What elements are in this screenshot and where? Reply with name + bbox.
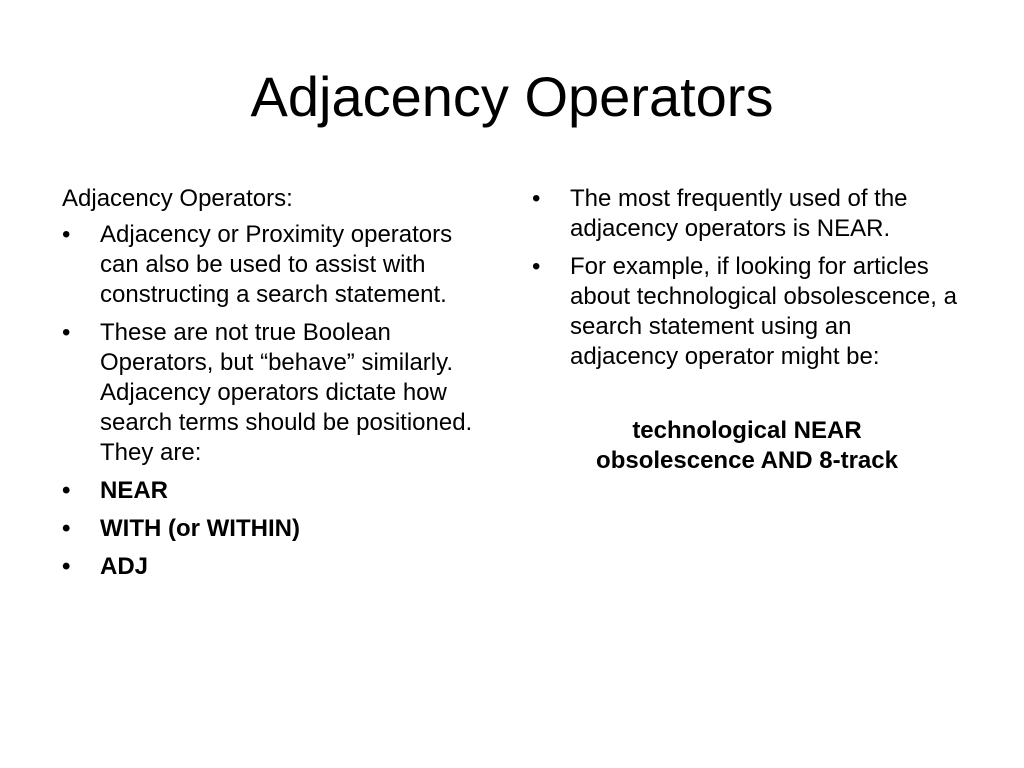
bullet-icon: • <box>62 553 71 580</box>
operator-near: NEAR <box>100 477 169 504</box>
list-item-text: These are not true Boolean Operators, but “behave” similarly. Adjacency operators dictate how search terms should be positioned. They are: <box>100 319 473 466</box>
slide-title: Adjacency Operators <box>250 65 774 128</box>
operator-with: WITH (or WITHIN) <box>100 515 300 542</box>
example-line-1: technological NEAR <box>632 417 862 444</box>
bullet-icon: • <box>62 319 71 346</box>
example-line-2: obsolescence AND 8-track <box>596 447 898 474</box>
operator-adj: ADJ <box>100 553 149 580</box>
bullet-icon: • <box>62 221 71 248</box>
list-item <box>62 552 492 582</box>
bullet-icon: • <box>62 515 71 542</box>
list-item <box>532 252 962 372</box>
list-item-text: The most frequently used of the adjacency operators is NEAR. <box>570 185 908 242</box>
right-bullet-list <box>532 184 962 372</box>
right-column <box>532 184 962 476</box>
list-item <box>62 476 492 506</box>
list-item <box>62 514 492 544</box>
list-item-text: Adjacency or Proximity operators can also be used to assist with constructing a search statement. <box>100 221 453 308</box>
list-item <box>62 220 492 310</box>
left-column-heading: Adjacency Operators: <box>62 185 293 212</box>
bullet-icon: • <box>532 185 541 212</box>
list-item <box>62 318 492 468</box>
bullet-icon: • <box>62 477 71 504</box>
left-column <box>62 184 492 590</box>
bullet-icon: • <box>532 253 541 280</box>
example-search-statement <box>532 416 962 476</box>
left-bullet-list <box>62 220 492 582</box>
list-item-text: For example, if looking for articles about technological obsolescence, a search statement using an adjacency operator might be: <box>570 253 957 370</box>
list-item <box>532 184 962 244</box>
